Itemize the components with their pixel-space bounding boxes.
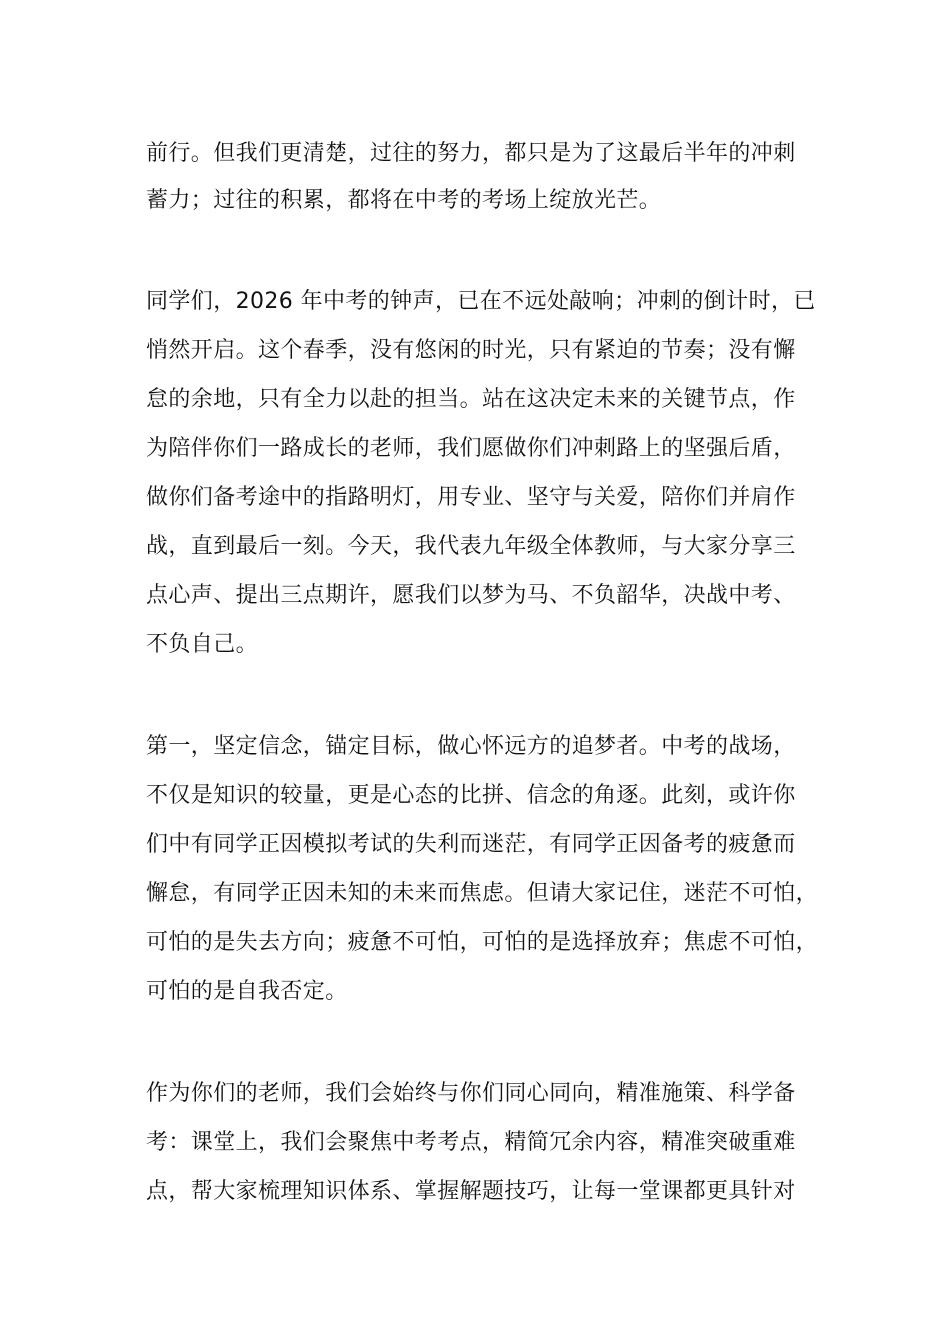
text-line: 同学们，2026 年中考的钟声，已在不远处敲响；冲刺的倒计时，已 xyxy=(146,289,816,314)
text-line: 前行。但我们更清楚，过往的努力，都只是为了这最后半年的冲刺 xyxy=(146,141,796,166)
text-line: 作为你们的老师，我们会始终与你们同心同向，精准施策、科学备 xyxy=(146,1081,796,1106)
text-line: 不负自己。 xyxy=(146,632,259,657)
text-line: 不仅是知识的较量，更是心态的比拼、信念的角逐。此刻，或许你 xyxy=(146,783,796,808)
text-line: 点，帮大家梳理知识体系、掌握解题技巧，让每一堂课都更具针对 xyxy=(146,1179,796,1204)
text-line: 战，直到最后一刻。今天，我代表九年级全体教师，与大家分享三 xyxy=(146,534,796,559)
text-line: 考：课堂上，我们会聚焦中考考点，精简冗余内容，精准突破重难 xyxy=(146,1130,796,1155)
text-line: 点心声、提出三点期许，愿我们以梦为马、不负韶华，决战中考、 xyxy=(146,583,796,608)
text-line: 第一，坚定信念，锚定目标，做心怀远方的追梦者。中考的战场， xyxy=(146,734,796,759)
text-line: 怠的余地，只有全力以赴的担当。站在这决定未来的关键节点，作 xyxy=(146,387,796,412)
text-line: 为陪伴你们一路成长的老师，我们愿做你们冲刺路上的坚强后盾， xyxy=(146,436,796,461)
text-line: 做你们备考途中的指路明灯，用专业、坚守与关爱，陪你们并肩作 xyxy=(146,485,796,510)
text-line: 们中有同学正因模拟考试的失利而迷茫，有同学正因备考的疲惫而 xyxy=(146,832,796,857)
text-line: 懈怠，有同学正因未知的未来而焦虑。但请大家记住，迷茫不可怕， xyxy=(146,881,819,906)
text-line: 悄然开启。这个春季，没有悠闲的时光，只有紧迫的节奏；没有懈 xyxy=(146,338,796,363)
text-line: 蓄力；过往的积累，都将在中考的考场上绽放光芒。 xyxy=(146,188,662,213)
text-line: 可怕的是失去方向；疲惫不可怕，可怕的是选择放弃；焦虑不可怕， xyxy=(146,930,819,955)
text-line: 可怕的是自我否定。 xyxy=(146,979,348,1004)
